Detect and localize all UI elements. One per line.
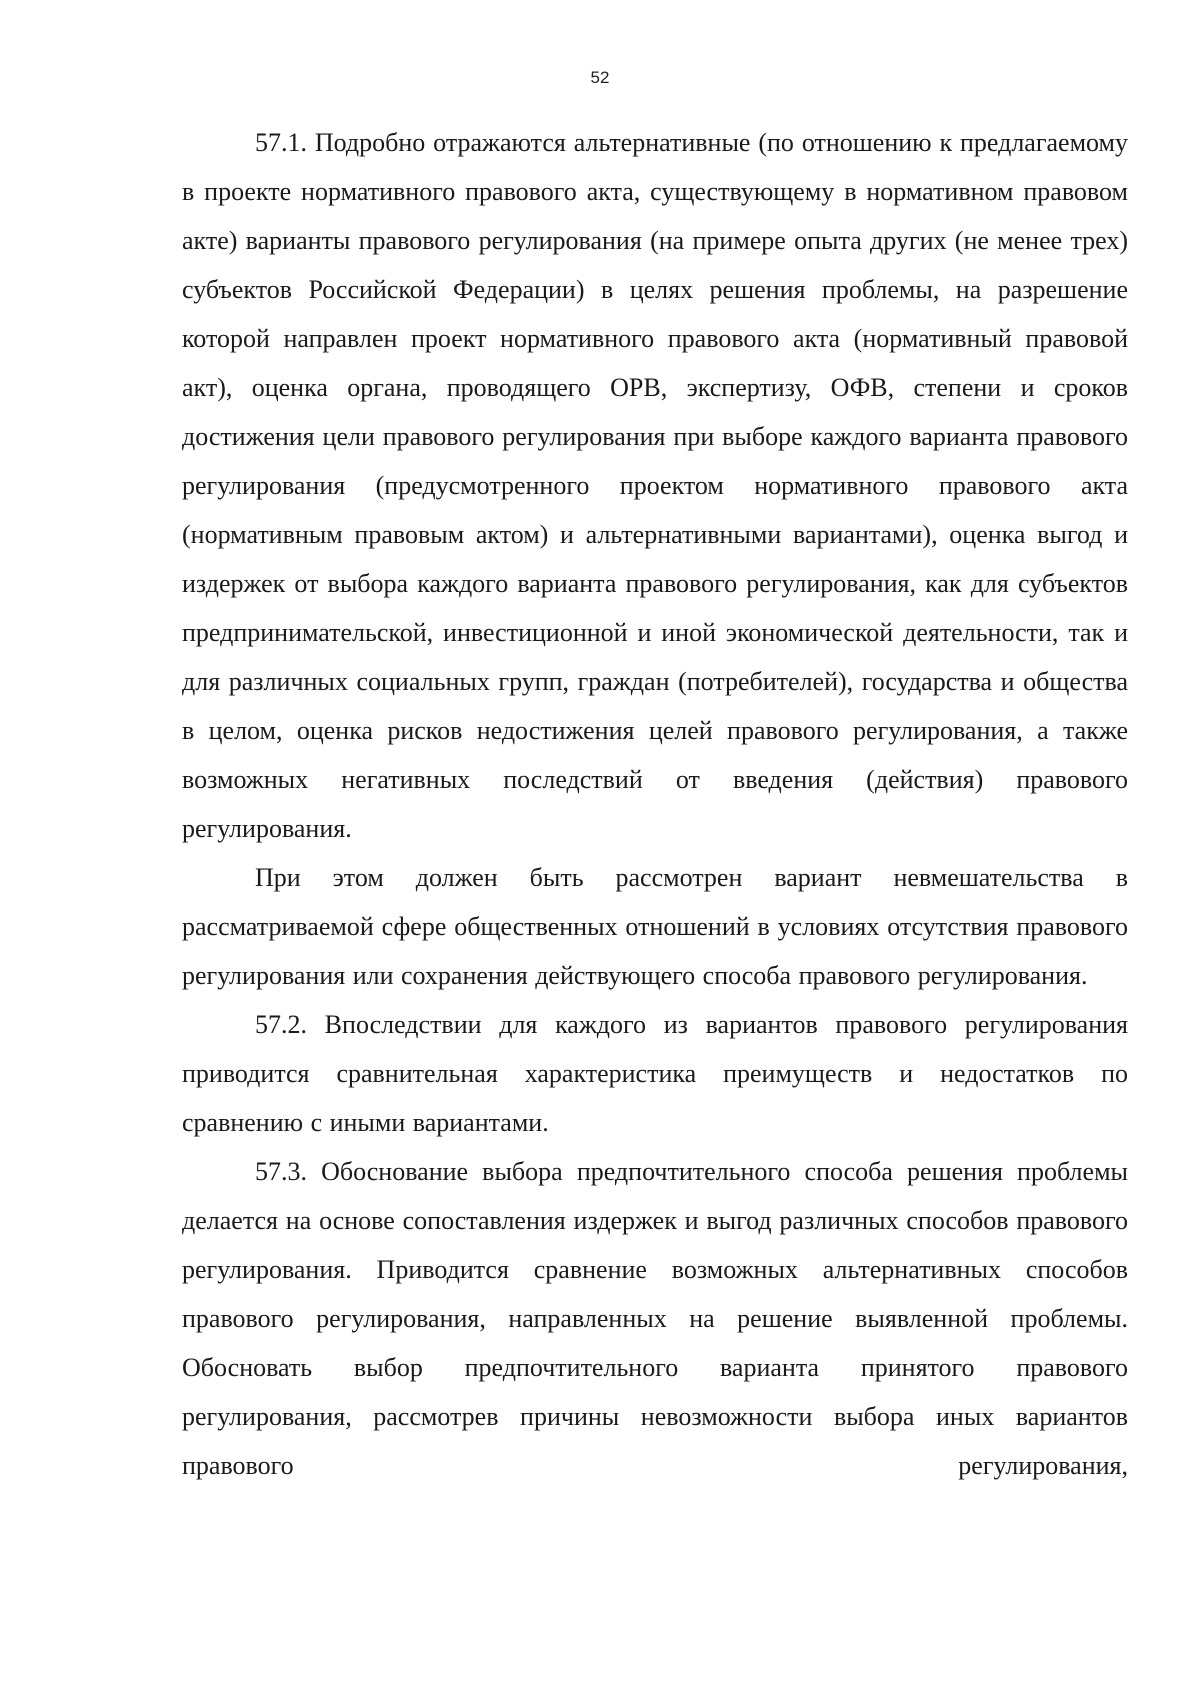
paragraph-57-1: 57.1. Подробно отражаются альтернативные (по отношению к предлагаемому в проекте нормативного правового акта, существующему в нормативном правовом акте) варианты правового регулирования (на примере опыта других (не менее трех) субъектов Российской Федерации) в целях решения проблемы, на разрешение которой направлен проект нормативного правового акта (нормативный правовой акт), оценка органа, проводящего ОРВ, экспертизу, ОФВ, степени и сроков достижения цели правового регулирования при выборе каждого варианта правового регулирования (предусмотренного проектом нормативного правового акта (нормативным правовым актом) и альтернативными вариантами), оценка выгод и издержек от выбора каждого варианта правового регулирования, как для субъектов предпринимательской, инвестиционной и иной экономической деятельности, так и для различных социальных групп, граждан (потребителей), государства и общества в целом, оценка рисков недостижения целей правового регулирования, а также возможных негативных последствий от введения (действия) правового регулирования. (182, 128, 1128, 843)
paragraph-57-2: 57.2. Впоследствии для каждого из вариантов правового регулирования приводится сравнительная характеристика преимуществ и недостатков по сравнению с иными вариантами. (182, 1010, 1128, 1137)
page-number: 52 (590, 68, 610, 87)
paragraph-57-3: 57.3. Обоснование выбора предпочтительного способа решения проблемы делается на основе сопоставления издержек и выгод различных способов правового регулирования. Приводится сравнение возможных альтернативных способов правового регулирования, направленных на решение выявленной проблемы. Обосновать выбор предпочтительного варианта принятого правового регулирования, рассмотрев причины невозможности выбора иных вариантов правового регулирования, (182, 1157, 1128, 1480)
document-body (182, 118, 1128, 1490)
paragraph-non-intervention: При этом должен быть рассмотрен вариант невмешательства в рассматриваемой сфере общественных отношений в условиях отсутствия правового регулирования или сохранения действующего способа правового регулирования. (182, 863, 1128, 990)
